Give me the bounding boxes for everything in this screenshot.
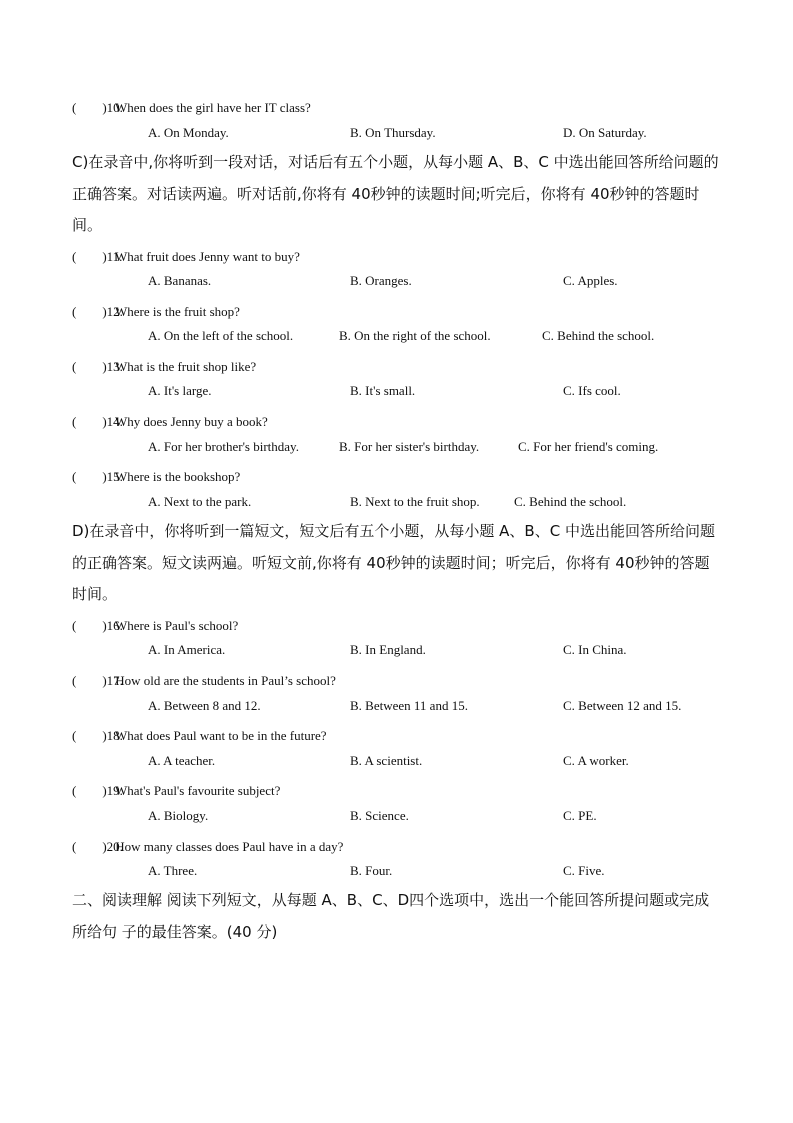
option-b: B. Between 11 and 15.: [350, 698, 468, 713]
question-text: When does the girl have her IT class?: [115, 100, 311, 115]
question-number: ( )10.: [72, 100, 123, 115]
section-d-instructions: D)在录音中，你将听到一篇短文，短文后有五个小题，从每小题 A、B、C 中选出能回答所给问题的正确答案。短文读两遍。听短文前,你将有 40秒钟的读题时间；听完后，你将有 40秒钟的答题时间。: [72, 522, 715, 603]
question-text: What fruit does Jenny want to buy?: [115, 249, 300, 264]
question-text: Why does Jenny buy a book?: [115, 414, 268, 429]
option-c: C. Apples.: [563, 273, 618, 288]
option-b: B. Four.: [350, 863, 393, 878]
question-text: What is the fruit shop like?: [115, 359, 257, 374]
option-b: B. Next to the fruit shop.: [350, 494, 480, 509]
question-number: ( )18.: [72, 728, 123, 743]
option-a: A. It's large.: [148, 383, 212, 398]
option-b: B. Science.: [350, 808, 409, 823]
question-text: Where is the fruit shop?: [115, 304, 240, 319]
option-d: D. On Saturday.: [563, 125, 647, 140]
question-text: What's Paul's favourite subject?: [115, 783, 281, 798]
option-b: B. On the right of the school.: [339, 328, 491, 343]
option-b: B. For her sister's birthday.: [339, 439, 480, 454]
question-number: ( )15.: [72, 469, 123, 484]
question-text: Where is the bookshop?: [115, 469, 241, 484]
option-a: A. On Monday.: [148, 125, 229, 140]
option-b: B. A scientist.: [350, 753, 423, 768]
question-12: [72, 301, 240, 320]
option-b: B. It's small.: [350, 383, 416, 398]
question-13: [72, 356, 256, 375]
question-text: How many classes does Paul have in a day?: [115, 839, 344, 854]
question-number: ( )13.: [72, 359, 123, 374]
option-c: C. PE.: [563, 808, 597, 823]
question-text: Where is Paul's school?: [115, 618, 239, 633]
option-b: B. On Thursday.: [350, 125, 436, 140]
question-number: ( )17.: [72, 673, 123, 688]
option-a: A. A teacher.: [148, 753, 216, 768]
option-a: A. On the left of the school.: [148, 328, 294, 343]
question-15: [72, 466, 240, 485]
option-a: A. Next to the park.: [148, 494, 252, 509]
option-c: C. Ifs cool.: [563, 383, 621, 398]
question-10: [72, 97, 311, 116]
question-number: ( )19.: [72, 783, 123, 798]
question-number: ( )16.: [72, 618, 123, 633]
option-b: B. Oranges.: [350, 273, 412, 288]
question-number: ( )12.: [72, 304, 123, 319]
option-c: C. For her friend's coming.: [518, 439, 659, 454]
option-a: A. For her brother's birthday.: [148, 439, 299, 454]
option-c: C. Five.: [563, 863, 605, 878]
option-a: A. Bananas.: [148, 273, 212, 288]
option-a: A. Between 8 and 12.: [148, 698, 261, 713]
option-c: C. Behind the school.: [514, 494, 627, 509]
question-text: How old are the students in Paul’s school?: [115, 673, 336, 688]
option-c: C. In China.: [563, 642, 627, 657]
question-11: [72, 246, 300, 265]
question-18: [72, 725, 327, 744]
option-a: A. In America.: [148, 642, 226, 657]
question-19: [72, 780, 280, 799]
question-number: ( )14.: [72, 414, 123, 429]
question-number: ( )20.: [72, 839, 123, 854]
section-c-instructions: C)在录音中,你将听到一段对话，对话后有五个小题，从每小题 A、B、C 中选出能回答所给问题的正确答案。对话读两遍。听对话前,你将有 40秒钟的读题时间;听完后，你将有 40秒钟的答题时间。: [72, 153, 719, 234]
option-c: C. Between 12 and 15.: [563, 698, 682, 713]
question-14: [72, 411, 268, 430]
question-17: [72, 670, 336, 689]
option-a: A. Three.: [148, 863, 198, 878]
question-text: What does Paul want to be in the future?: [115, 728, 327, 743]
question-20: [72, 836, 343, 855]
option-c: C. Behind the school.: [542, 328, 655, 343]
option-a: A. Biology.: [148, 808, 209, 823]
option-c: C. A worker.: [563, 753, 629, 768]
option-b: B. In England.: [350, 642, 426, 657]
question-16: [72, 615, 238, 634]
question-number: ( )11.: [72, 249, 123, 264]
reading-section-instructions: 二、阅读理解 阅读下列短文，从每题 A、B、C、D四个选项中，选出一个能回答所提问题或完成所给句 子的最佳答案。(40 分): [72, 891, 710, 941]
